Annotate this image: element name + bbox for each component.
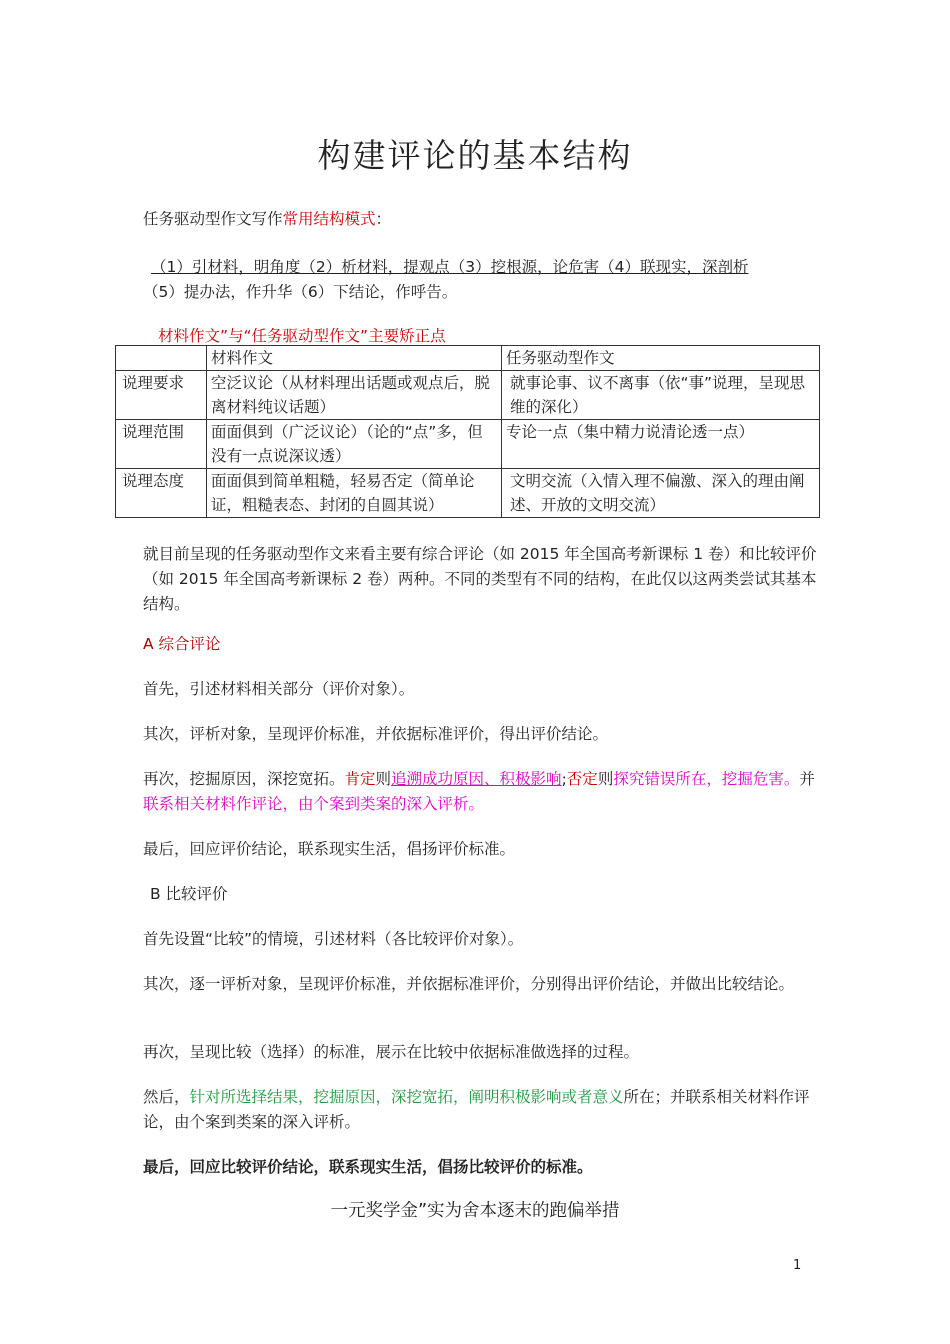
section-b-third: 再次，呈现比较（选择）的标准，展示在比较中依据标准做选择的过程。 (143, 1043, 640, 1061)
section-a-first: 首先，引述材料相关部分（评价对象）。 (143, 680, 415, 698)
steps-line-1: （1）引材料，明角度（2）析材料，提观点（3）挖根源，论危害（4）联现实，深剖析 (151, 258, 749, 276)
table-cell: 专论一点（集中精力说清论透一点） (502, 420, 820, 469)
section-a-third (143, 767, 823, 817)
then-word: 则 (375, 770, 392, 788)
page-title: 构建评论的基本结构 (317, 136, 633, 175)
section-a-fourth: 最后，回应评价结论，联系现实生活，倡扬评价标准。 (143, 840, 516, 858)
related-material-text: 联系相关材料作评论，由个案到类案的深入评析。 (143, 795, 485, 813)
negate-label: 否定 (566, 770, 598, 788)
steps-paragraph (143, 255, 833, 305)
table-cell: 面面俱到（广泛议论）（论的“点”多，但没有一点说深议透） (207, 420, 502, 469)
comparison-table (115, 345, 820, 518)
section-a-heading: A 综合评论 (143, 635, 221, 653)
table-cell: 就事论事、议不离事（依“事”说理，呈现思维的深化） (502, 371, 820, 420)
intro-prefix: 任务驱动型作文写作 (143, 210, 283, 228)
table-header-row (116, 346, 820, 371)
section-b-fourth (143, 1085, 823, 1135)
table-row (116, 371, 820, 420)
table-cell: 说理要求 (116, 371, 207, 420)
and-word: 并 (799, 770, 815, 788)
table-cell: 空泛议论（从材料理出话题或观点后，脱离材料纯议话题） (207, 371, 502, 420)
success-causes-text: 追溯成功原因、积极影响 (391, 770, 562, 788)
table-row (116, 420, 820, 469)
then-intro: 然后， (143, 1088, 190, 1106)
then-rest: 所在；并联系相关材料作评论，由个案到类案的深入评析。 (143, 1088, 810, 1131)
table-cell: 面面俱到简单粗糙，轻易否定（简单论证，粗糙表态、封闭的自圆其说） (207, 469, 502, 518)
intro-suffix: ： (375, 210, 392, 228)
page-number: 1 (793, 1258, 802, 1273)
then-word: 则 (597, 770, 614, 788)
intro-line (143, 207, 823, 232)
affirm-label: 肯定 (344, 770, 376, 788)
table-caption: 材料作文”与“任务驱动型作文”主要矫正点 (158, 327, 446, 345)
types-paragraph: 就目前呈现的任务驱动型作文来看主要有综合评论（如 2015 年全国高考新课标 1 卷）和比较评价（如 2015 年全国高考新课标 2 卷）两种。不同的类型有不同的结构，在此仅以这两类尝试其基本结构。 (143, 545, 817, 613)
section-b-heading: B 比较评价 (150, 885, 228, 903)
section-b-first: 首先设置“比较”的情境，引述材料（各比较评价对象）。 (143, 930, 524, 948)
section-a-second: 其次，评析对象，呈现评价标准，并依据标准评价，得出评价结论。 (143, 725, 609, 743)
intro-highlight: 常用结构模式 (282, 210, 376, 228)
table-cell: 说理范围 (116, 420, 207, 469)
third-intro: 再次，挖掘原因，深挖宽拓。 (143, 770, 345, 788)
table-header-cell: 任务驱动型作文 (502, 346, 820, 371)
steps-line-2: （5）提办法，作升华（6）下结论，作呼告。 (143, 283, 458, 301)
semicolon: ; (561, 770, 567, 788)
green-highlight-text: 针对所选择结果，挖掘原因，深挖宽拓，阐明积极影响或者意义 (189, 1088, 624, 1106)
table-cell: 说理态度 (116, 469, 207, 518)
section-b-second: 其次，逐一评析对象，呈现评价标准，并依据标准评价，分别得出评价结论，并做出比较结论。 (143, 975, 795, 993)
table-header-cell (116, 346, 207, 371)
section-b-fifth: 最后，回应比较评价结论，联系现实生活，倡扬比较评价的标准。 (143, 1158, 593, 1176)
error-causes-text: 探究错误所在，挖掘危害。 (613, 770, 800, 788)
article-subtitle: 一元奖学金”实为舍本逐末的跑偏举措 (330, 1201, 620, 1221)
table-row (116, 469, 820, 518)
table-header-cell: 材料作文 (207, 346, 502, 371)
table-cell: 文明交流（入情入理不偏激、深入的理由阐述、开放的文明交流） (502, 469, 820, 518)
